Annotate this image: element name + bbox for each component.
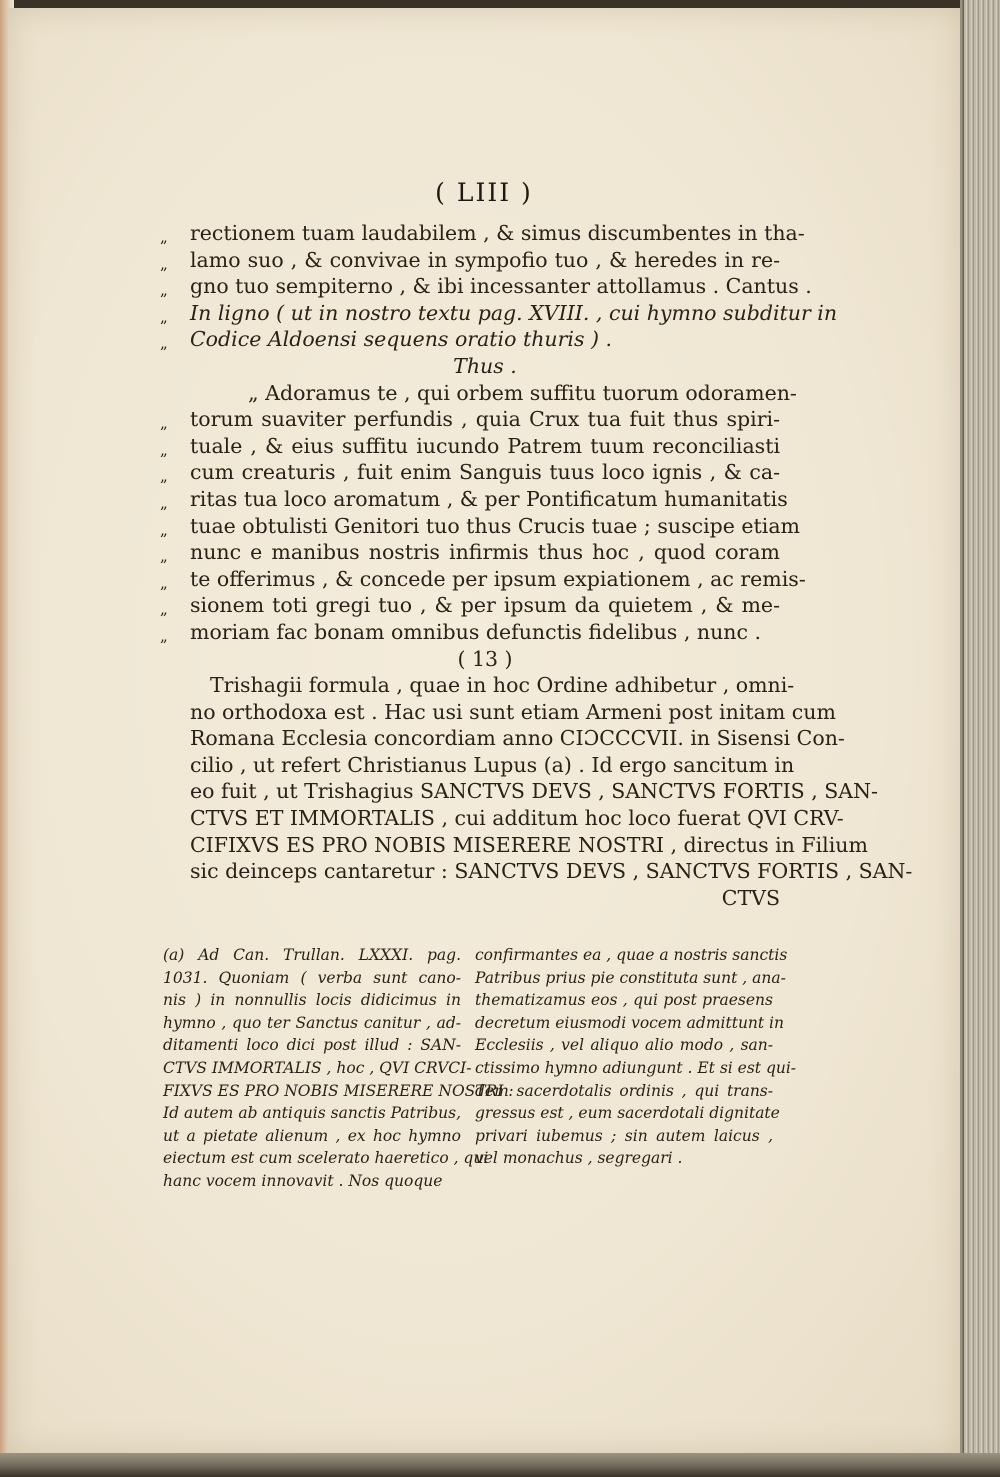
footnote-line: gressus est , eum sacerdotali dignitate [475, 1104, 780, 1123]
text-line: „ sionem toti gregi tuo , & per ipsum da quietem , & me- [160, 593, 780, 619]
footnote-line: confirmantes ea , quae a nostris sanctis [475, 946, 788, 964]
text-line: „ Adoramus te , qui orbem suffitu tuorum odoramen- [248, 380, 797, 405]
catchword: CTVS [721, 885, 780, 910]
footnote-column-right [475, 944, 797, 1193]
footnote-line: ctissimo hymno adiungunt . Et si est qui- [475, 1058, 797, 1077]
footnote-line: nis ) in nonnullis locis didicimus in [163, 991, 461, 1010]
text-line: eo fuit , ut Trishagius SANCTVS DEVS , SANCTVS FORTIS , SAN- [190, 779, 878, 804]
text-line: „ torum suaviter perfundis , quia Crux tua fuit thus spiri- [160, 407, 780, 433]
footnote-line: ut a pietate alienum , ex hoc hymno [163, 1126, 461, 1145]
footnote-line: thematizamus eos , qui post praesens [475, 991, 773, 1010]
footnote-line: FIXVS ES PRO NOBIS MISERERE NOSTRI : [163, 1081, 514, 1100]
footnote-line: hanc vocem innovavit . Nos quoque [163, 1171, 443, 1190]
text-line: sic deinceps cantaretur : SANCTVS DEVS , SANCTVS FORTIS , SAN- [190, 859, 913, 884]
text-line: „ Codice Aldoensi sequens oratio thuris ) . [160, 327, 613, 353]
text-line: Romana Ecclesia concordiam anno CIƆCCCVII. in Sisensi Con- [190, 726, 845, 751]
text-line: „ gno tuo sempiterno , & ibi incessanter attollamus . Cantus . [160, 274, 812, 300]
footnotes [163, 944, 797, 1193]
text-line: „ nunc e manibus nostris infirmis thus hoc , quod coram [160, 540, 780, 566]
text-line: „ In ligno ( ut in nostro textu pag. XVIII. , cui hymno subditur in [160, 300, 838, 326]
footnote-line: Patribus prius pie constituta sunt , ana- [475, 968, 786, 987]
footnote-line: Id autem ab antiquis sanctis Patribus, [163, 1104, 461, 1123]
footnote-line: dem sacerdotalis ordinis , qui trans- [475, 1081, 773, 1100]
text-line: CTVS ET IMMORTALIS , cui additum hoc loco fuerat QVI CRV- [190, 806, 844, 831]
text-line: Trishagii formula , quae in hoc Ordine adhibetur , omni- [210, 673, 795, 698]
footnote-line: privari iubemus ; sin autem laicus , [475, 1126, 773, 1145]
text-line: „ cum creaturis , fuit enim Sanguis tuus loco ignis , & ca- [160, 460, 780, 486]
text-line: „ te offerimus , & concede per ipsum expiationem , ac remis- [160, 566, 806, 592]
main-text [160, 220, 913, 911]
text-line: „ tuale , & eius suffitu iucundo Patrem tuum reconciliasti [160, 433, 780, 459]
book-bottom-edge [0, 1453, 1000, 1477]
footnote-line: (a) Ad Can. Trullan. LXXXI. pag. [163, 946, 461, 964]
section-number: ( 13 ) [457, 646, 513, 671]
footnote-line: decretum eiusmodi vocem admittunt in [475, 1013, 785, 1032]
page-number: ( LIII ) [435, 178, 533, 207]
footnote-column-left [163, 944, 514, 1193]
footnote-line: eiectum est cum scelerato haeretico , qui [163, 1149, 489, 1168]
text-line: „ rectionem tuam laudabilem , & simus discumbentes in tha- [160, 221, 805, 246]
text-line: CIFIXVS ES PRO NOBIS MISERERE NOSTRI , directus in Filium [190, 832, 868, 857]
footnote-line: hymno , quo ter Sanctus canitur , ad- [163, 1013, 461, 1032]
footnote-line: vel monachus , segregari . [475, 1149, 683, 1168]
footnote-line: CTVS IMMORTALIS , hoc , QVI CRVCI- [163, 1058, 472, 1077]
text-line: „ lamo suo , & convivae in sympofio tuo , & heredes in re- [160, 247, 780, 273]
footnote-line: ditamenti loco dici post illud : SAN- [163, 1036, 461, 1055]
book-page [8, 8, 960, 1453]
section-heading-thus: Thus . [453, 353, 517, 378]
text-line: cilio , ut refert Christianus Lupus (a) . Id ergo sancitum in [190, 752, 795, 777]
footnote-line: Ecclesiis , vel aliquo alio modo , san- [475, 1036, 773, 1055]
footnote-line: 1031. Quoniam ( verba sunt cano- [163, 968, 461, 987]
text-line: „ moriam fac bonam omnibus defunctis fidelibus , nunc . [160, 619, 761, 645]
text-line: „ ritas tua loco aromatum , & per Pontificatum humanitatis [160, 486, 788, 512]
book-fore-edge [960, 0, 1000, 1477]
text-line: „ tuae obtulisti Genitori tuo thus Crucis tuae ; suscipe etiam [160, 513, 800, 539]
text-line: no orthodoxa est . Hac usi sunt etiam Armeni post initam cum [190, 699, 836, 724]
